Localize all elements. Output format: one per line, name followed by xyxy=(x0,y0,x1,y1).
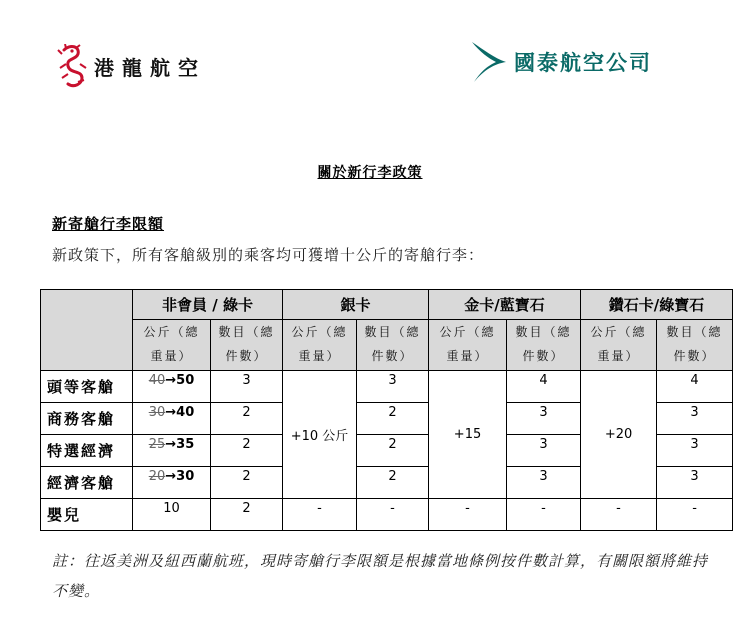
row-label: 商務客艙 xyxy=(41,403,133,435)
pieces-cell: 2 xyxy=(357,467,429,499)
pieces-cell: 2 xyxy=(211,403,283,435)
pieces-cell: 3 xyxy=(211,371,283,403)
dragonair-logo xyxy=(56,44,206,88)
corner-cell xyxy=(41,290,133,371)
weight-arrow: → xyxy=(165,373,177,388)
sub-header-pieces: 數目（總 件數） xyxy=(657,320,733,371)
weight-arrow: → xyxy=(165,437,177,452)
row-label: 特選經濟 xyxy=(41,435,133,467)
sub-header-pieces: 數目（總 件數） xyxy=(211,320,283,371)
gold-weight-cell: +15 xyxy=(429,371,507,499)
tier-header-silver: 銀卡 xyxy=(283,290,429,320)
dragonair-name: 港龍航空 xyxy=(94,55,206,80)
dash-cell: - xyxy=(581,499,657,531)
pieces-cell: 2 xyxy=(357,403,429,435)
footnote: 註：往返美洲及紐西蘭航班，現時寄艙行李限額是根據當地條例按件數計算，有關限額將維持不變。 xyxy=(52,552,709,600)
pieces-cell: 2 xyxy=(211,435,283,467)
dash-cell: - xyxy=(283,499,357,531)
tier-header-diamond: 鑽石卡/綠寶石 xyxy=(581,290,733,320)
pieces-cell: 3 xyxy=(507,435,581,467)
tier-header-member: 非會員 / 綠卡 xyxy=(133,290,283,320)
allowance-table xyxy=(40,289,733,531)
infant-pieces: 2 xyxy=(211,499,283,531)
table-row xyxy=(41,371,733,403)
weight-arrow: → xyxy=(165,405,177,420)
section-description: 新政策下，所有客艙級別的乘客均可獲增十公斤的寄艙行李： xyxy=(52,246,485,264)
pieces-cell: 3 xyxy=(657,403,733,435)
dash-cell: - xyxy=(429,499,507,531)
new-weight: 30 xyxy=(176,469,195,484)
pieces-cell: 3 xyxy=(657,435,733,467)
sub-header-weight: 公斤（總 重量） xyxy=(283,320,357,371)
weight-change xyxy=(133,435,211,467)
section-heading: 新寄艙行李限額 xyxy=(52,215,165,233)
sub-header-pieces: 數目（總 件數） xyxy=(357,320,429,371)
pieces-cell: 4 xyxy=(657,371,733,403)
cathay-logo xyxy=(470,40,652,84)
brushwing-icon xyxy=(470,40,510,84)
weight-change xyxy=(133,403,211,435)
weight-change xyxy=(133,371,211,403)
sub-header-weight: 公斤（總 重量） xyxy=(429,320,507,371)
infant-weight: 10 xyxy=(133,499,211,531)
pieces-cell: 2 xyxy=(357,435,429,467)
old-weight: 40 xyxy=(148,373,166,388)
cathay-name: 國泰航空公司 xyxy=(514,51,652,75)
row-label: 頭等客艙 xyxy=(41,371,133,403)
new-weight: 40 xyxy=(176,405,195,420)
weight-arrow: → xyxy=(165,469,177,484)
pieces-cell: 2 xyxy=(211,467,283,499)
row-label: 嬰兒 xyxy=(41,499,133,531)
new-weight: 35 xyxy=(176,437,195,452)
sub-header-weight: 公斤（總 重量） xyxy=(581,320,657,371)
dash-cell: - xyxy=(357,499,429,531)
dragon-icon xyxy=(56,44,90,88)
pieces-cell: 4 xyxy=(507,371,581,403)
sub-header-pieces: 數目（總 件數） xyxy=(507,320,581,371)
diamond-weight-cell: +20 xyxy=(581,371,657,499)
pieces-cell: 3 xyxy=(507,403,581,435)
silver-weight-cell: +10 公斤 xyxy=(283,371,357,499)
weight-change xyxy=(133,467,211,499)
table-row-infant xyxy=(41,499,733,531)
dash-cell: - xyxy=(507,499,581,531)
page-title-text: 關於新行李政策 xyxy=(317,165,423,181)
new-weight: 50 xyxy=(176,373,195,388)
old-weight: 30 xyxy=(148,405,166,420)
row-label: 經濟客艙 xyxy=(41,467,133,499)
dash-cell: - xyxy=(657,499,733,531)
pieces-cell: 3 xyxy=(507,467,581,499)
page-title xyxy=(0,162,740,182)
pieces-cell: 3 xyxy=(357,371,429,403)
pieces-cell: 3 xyxy=(657,467,733,499)
tier-header-gold: 金卡/藍寶石 xyxy=(429,290,581,320)
old-weight: 25 xyxy=(148,437,166,452)
sub-header-weight: 公斤（總 重量） xyxy=(133,320,211,371)
old-weight: 20 xyxy=(148,469,166,484)
